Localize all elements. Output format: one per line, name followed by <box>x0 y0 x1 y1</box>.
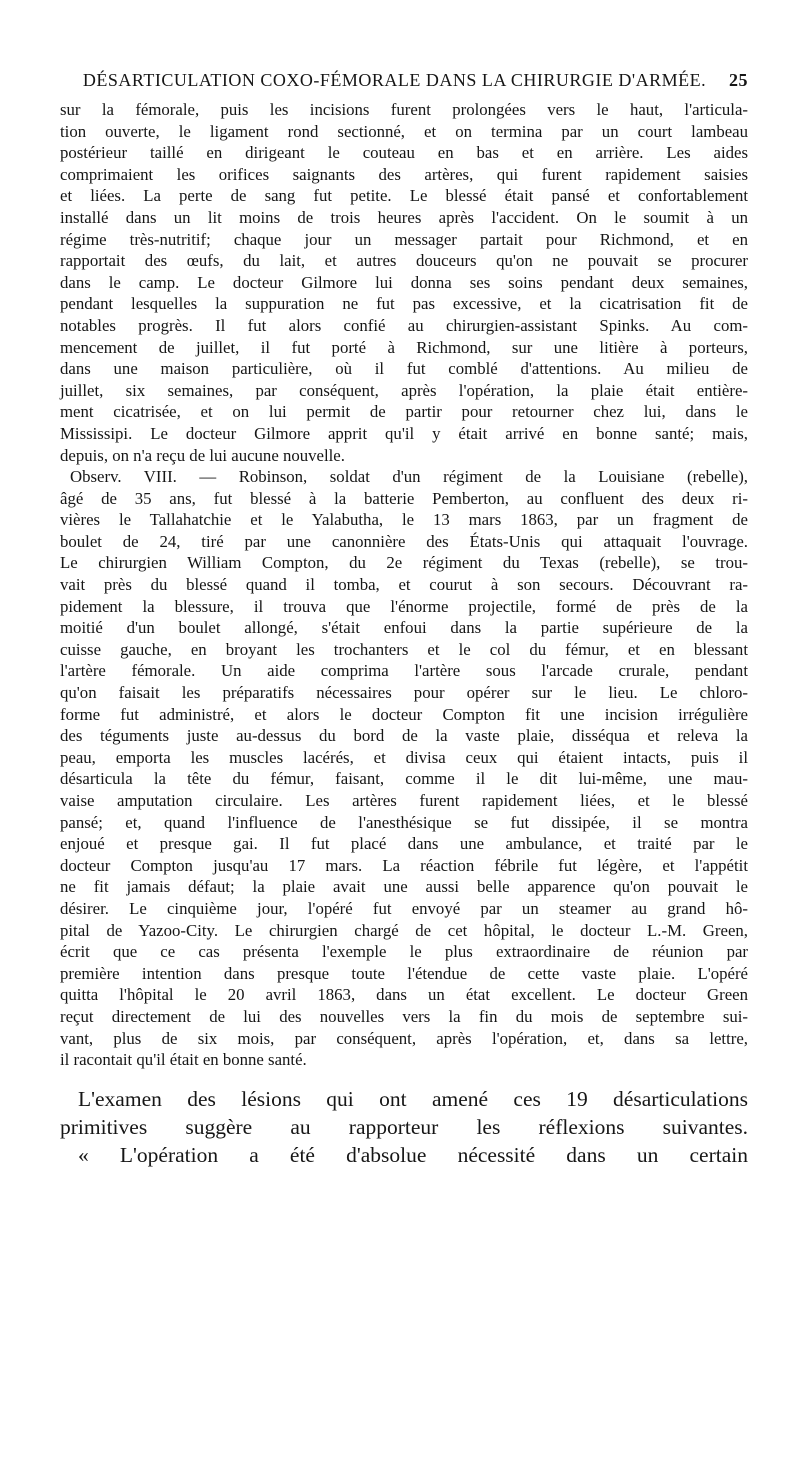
text-line: depuis, on n'a reçu de lui aucune nouvelle. <box>60 445 345 465</box>
text-line: régime très-nutritif; chaque jour un messager partait pour Richmond, et en <box>60 229 748 249</box>
text-line: et liées. La perte de sang fut petite. Le blessé était pansé et confortablement <box>60 186 748 206</box>
running-header <box>60 70 748 91</box>
text-line: vant, plus de six mois, par conséquent, après l'opération, et, dans sa lettre, <box>60 1028 748 1048</box>
text-line: qu'on faisait les préparatifs nécessaires pour opérer sur le lieu. Le chloro- <box>60 683 748 703</box>
text-line: pital de Yazoo-City. Le chirurgien chargé de cet hôpital, le docteur L.-M. Green, <box>60 920 748 940</box>
text-line: première intention dans presque toute l'étendue de cette vaste plaie. L'opéré <box>60 963 748 983</box>
paragraph-observation-viii <box>60 466 748 1071</box>
text-line: postérieur taillé en dirigeant le couteau en bas et en arrière. Les aides <box>60 143 748 163</box>
text-line: écrit que ce cas présenta l'exemple le plus extraordinaire de réunion par <box>60 942 748 962</box>
text-line: cuisse gauche, en broyant les trochanters et le col du fémur, et en blessant <box>60 639 748 659</box>
closing-paragraph <box>60 1085 748 1169</box>
paragraph-case-continuation <box>60 99 748 466</box>
text-line: désarticula la tête du fémur, faisant, comme il le dit lui-même, une mau- <box>60 769 748 789</box>
text-line: ment cicatrisée, et on lui permit de partir pour retourner chez lui, dans le <box>60 402 748 422</box>
text-line: vait près du blessé quand il tomba, et courut à son secours. Découvrant ra- <box>60 575 748 595</box>
text-line: pansé; et, quand l'influence de l'anesthésique se fut dissipée, il se montra <box>60 812 748 832</box>
text-line: quitta l'hôpital le 20 avril 1863, dans un état excellent. Le docteur Green <box>60 985 748 1005</box>
text-line: installé dans un lit moins de trois heures après l'accident. On le soumit à un <box>60 207 748 227</box>
text-line: peau, emporta les muscles lacérés, et divisa ceux qui étaient intacts, puis il <box>60 747 748 767</box>
text-line: Observ. VIII. — Robinson, soldat d'un régiment de la Louisiane (rebelle), <box>70 467 748 487</box>
text-line: âgé de 35 ans, fut blessé à la batterie Pemberton, au confluent des deux ri- <box>60 488 748 508</box>
text-line: notables progrès. Il fut alors confié au chirurgien-assistant Spinks. Au com- <box>60 315 748 335</box>
text-line: « L'opération a été d'absolue nécessité dans un certain <box>78 1142 748 1167</box>
text-line: mencement de juillet, il fut porté à Richmond, sur une litière à porteurs, <box>60 337 748 357</box>
text-line: des téguments juste au-dessus du bord de la vaste plaie, disséqua et releva la <box>60 726 748 746</box>
text-line: juillet, six semaines, par conséquent, après l'opération, la plaie était entière- <box>60 380 748 400</box>
text-line: L'examen des lésions qui ont amené ces 19 désarticulations <box>78 1086 748 1111</box>
text-line: vières le Tallahatchie et le Yalabutha, le 13 mars 1863, par un fragment de <box>60 510 748 530</box>
text-line: moitié d'un boulet allongé, s'était enfoui dans la partie supérieure de la <box>60 618 748 638</box>
text-line: ne fit jamais défaut; la plaie avait une aussi belle apparence qu'on pouvait le <box>60 877 748 897</box>
text-line: Mississipi. Le docteur Gilmore apprit qu'il y était arrivé en bonne santé; mais, <box>60 423 748 443</box>
text-line: primitives suggère au rapporteur les réflexions suivantes. <box>60 1114 748 1139</box>
text-line: reçut directement de lui des nouvelles vers la fin du mois de septembre sui- <box>60 1006 748 1026</box>
page-number: 25 <box>729 70 748 90</box>
text-line: vaise amputation circulaire. Les artères furent rapidement liées, et le blessé <box>60 791 748 810</box>
text-line: sur la fémorale, puis les incisions furent prolongées vers le haut, l'articula- <box>60 100 748 119</box>
text-line: Le chirurgien William Compton, du 2e régiment du Texas (rebelle), se trou- <box>60 553 748 573</box>
text-line: dans une maison particulière, où il fut comblé d'attentions. Au milieu de <box>60 359 748 379</box>
running-title: DÉSARTICULATION COXO-FÉMORALE DANS LA CHIRURGIE D'ARMÉE. <box>82 70 707 90</box>
text-line: dans le camp. Le docteur Gilmore lui donna ses soins pendant deux semaines, <box>60 272 748 292</box>
text-line: enjoué et presque gai. Il fut placé dans une ambulance, et traité par le <box>60 834 748 854</box>
text-line: pendant lesquelles la suppuration ne fut pas excessive, et la cicatrisation fit de <box>60 294 748 314</box>
text-line: boulet de 24, tiré par une canonnière des États-Unis qui attaquait l'ouvrage. <box>60 531 748 551</box>
text-line: docteur Compton jusqu'au 17 mars. La réaction fébrile fut légère, et l'appétit <box>60 855 748 875</box>
text-line: rapportait des œufs, du lait, et autres douceurs qu'on ne pouvait se procurer <box>60 251 748 271</box>
text-line: forme fut administré, et alors le docteur Compton fit une incision irrégulière <box>60 704 748 724</box>
text-line: désirer. Le cinquième jour, l'opéré fut envoyé par un steamer au grand hô- <box>60 898 748 918</box>
text-line: comprimaient les orifices saignants des artères, qui furent rapidement saisies <box>60 164 748 184</box>
text-line: il racontait qu'il était en bonne santé. <box>60 1050 307 1070</box>
text-line: pidement la blessure, il trouva que l'énorme projectile, formé de près de la <box>60 596 748 616</box>
text-line: tion ouverte, le ligament rond sectionné, et on termina par un court lambeau <box>60 121 748 141</box>
text-line: l'artère fémorale. Un aide comprima l'artère sous l'arcade crurale, pendant <box>60 661 748 681</box>
